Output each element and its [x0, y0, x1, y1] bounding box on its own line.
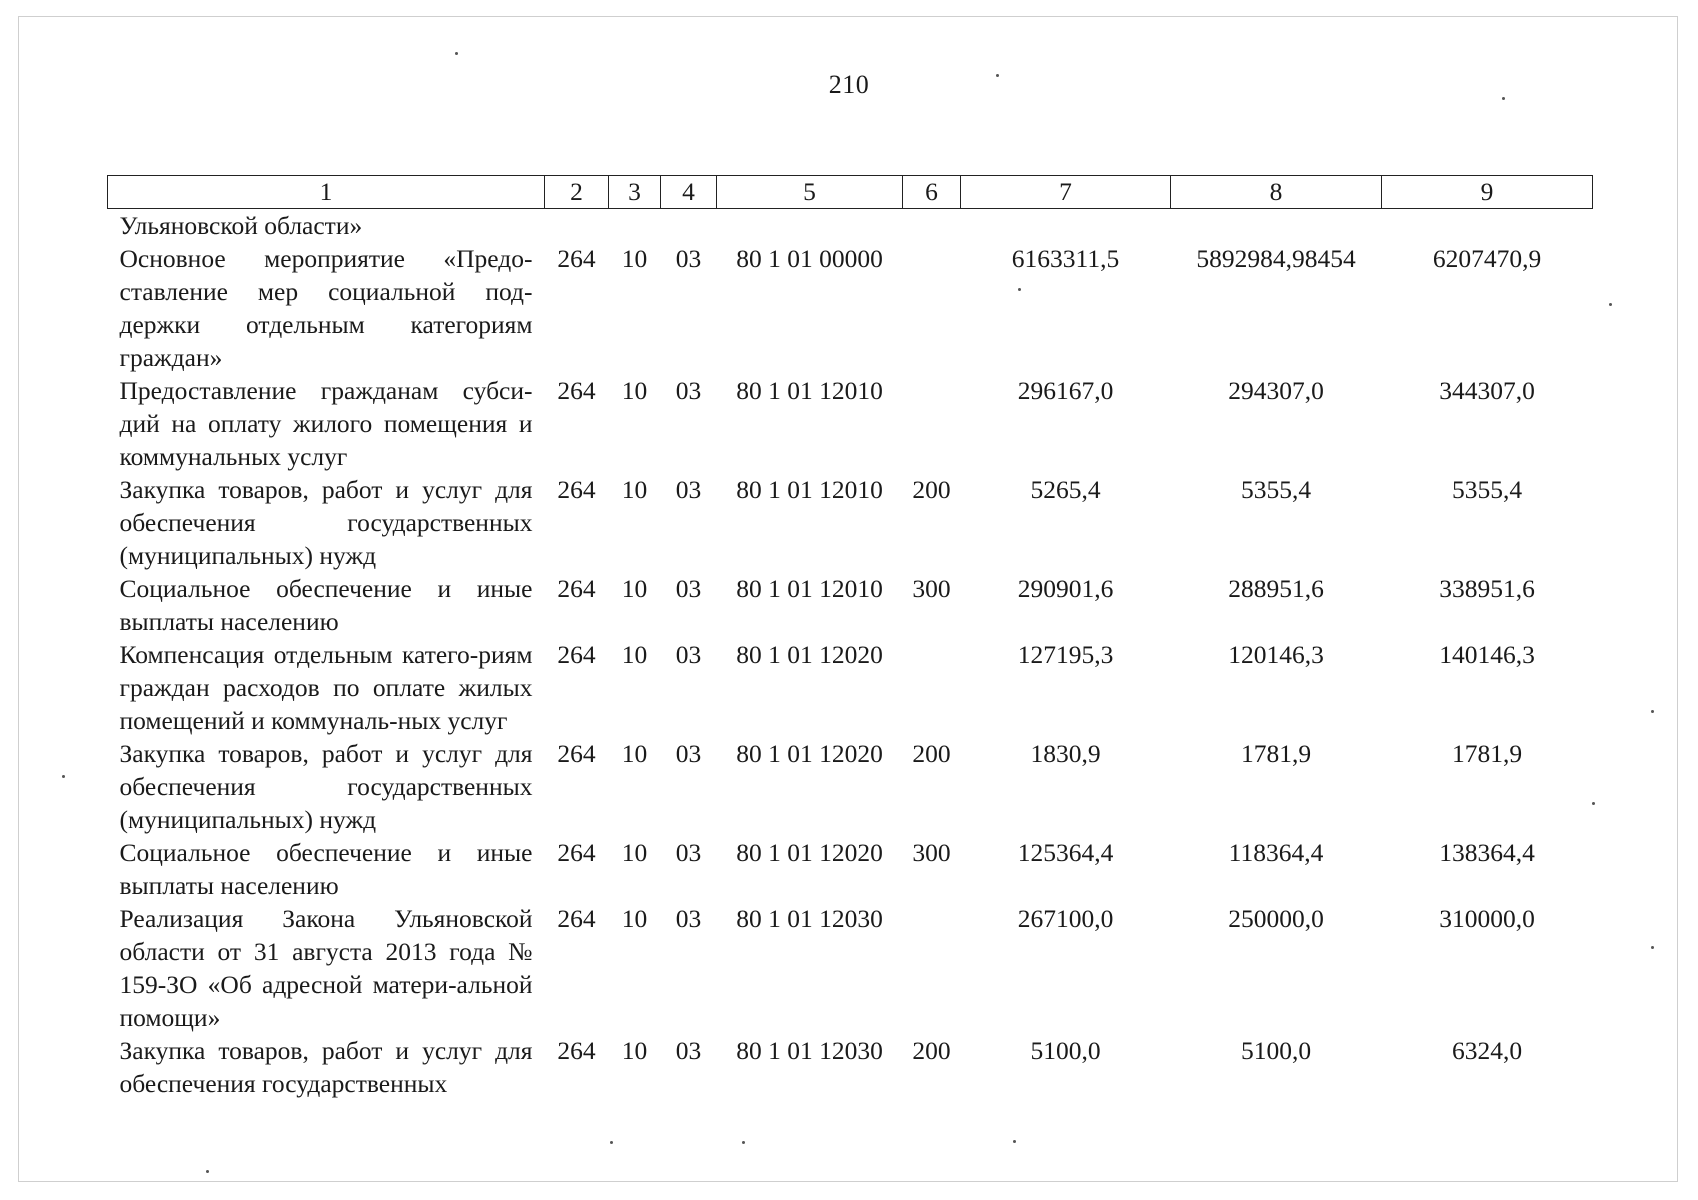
row-cell-c9: 140146,3 — [1439, 640, 1535, 669]
header-col-4: 4 — [661, 176, 717, 209]
row-cell-c4: 03 — [675, 904, 702, 933]
scan-speck — [1502, 97, 1505, 100]
row-cell-c5: 80 1 01 00000 — [736, 244, 883, 273]
row-cell-c4: 03 — [675, 475, 702, 504]
row-cell-c7: 125364,4 — [1017, 838, 1114, 867]
row-cell-c2 — [545, 209, 609, 243]
row-cell-c4 — [661, 209, 717, 243]
row-cell-c9: 138364,4 — [1439, 838, 1535, 867]
row-name-cell: Социальное обеспечение и иные выплаты населению — [119, 574, 533, 636]
header-col-7: 7 — [961, 176, 1171, 209]
row-cell-c2: 264 — [557, 640, 596, 669]
row-cell-c7: 1830,9 — [1030, 739, 1101, 768]
row-cell-c4: 03 — [675, 376, 702, 405]
scan-speck — [996, 74, 999, 77]
row-cell-c2: 264 — [557, 574, 596, 603]
table-row — [108, 638, 1593, 737]
row-cell-c8: 5100,0 — [1240, 1036, 1312, 1065]
row-cell-c3: 10 — [621, 640, 648, 669]
row-cell-c7: 290901,6 — [1017, 574, 1114, 603]
header-col-9: 9 — [1382, 176, 1593, 209]
row-cell-c3: 10 — [621, 904, 648, 933]
row-cell-c9: 6207470,9 — [1432, 244, 1542, 273]
row-cell-c6: 200 — [912, 739, 951, 768]
row-cell-c3: 10 — [621, 244, 648, 273]
header-col-3: 3 — [609, 176, 661, 209]
table-row — [108, 209, 1593, 243]
row-cell-c9: 338951,6 — [1439, 574, 1535, 603]
table-header — [108, 176, 1593, 209]
row-cell-c9: 310000,0 — [1439, 904, 1535, 933]
table-body — [108, 209, 1593, 1101]
row-cell-c9 — [1382, 209, 1593, 243]
row-cell-c7 — [961, 209, 1171, 243]
row-cell-c8: 250000,0 — [1228, 904, 1324, 933]
scan-speck — [206, 1170, 209, 1173]
table-row — [108, 242, 1593, 374]
row-cell-c7: 127195,3 — [1017, 640, 1114, 669]
row-cell-c5: 80 1 01 12020 — [736, 640, 883, 669]
row-cell-c5: 80 1 01 12010 — [736, 376, 883, 405]
table-row — [108, 473, 1593, 572]
row-cell-c5: 80 1 01 12010 — [736, 475, 883, 504]
row-cell-c7: 267100,0 — [1017, 904, 1114, 933]
row-cell-c4: 03 — [675, 244, 702, 273]
row-cell-c2: 264 — [557, 1036, 596, 1065]
row-cell-c3 — [609, 209, 661, 243]
row-cell-c6 — [903, 209, 961, 243]
row-cell-c7: 6163311,5 — [1011, 244, 1120, 273]
row-cell-c6 — [903, 374, 961, 473]
row-cell-c6: 300 — [912, 838, 951, 867]
row-cell-c9: 344307,0 — [1439, 376, 1535, 405]
row-cell-c8: 118364,4 — [1228, 838, 1324, 867]
row-cell-c8: 5892984,98454 — [1196, 244, 1356, 273]
row-cell-c4: 03 — [675, 838, 702, 867]
row-cell-c3: 10 — [621, 838, 648, 867]
row-cell-c5: 80 1 01 12010 — [736, 574, 883, 603]
header-col-2: 2 — [545, 176, 609, 209]
row-cell-c5: 80 1 01 12030 — [736, 1036, 883, 1065]
table-row — [108, 1034, 1593, 1100]
header-col-6: 6 — [903, 176, 961, 209]
scan-speck — [1018, 288, 1021, 291]
scan-speck — [1013, 1140, 1016, 1143]
row-cell-c3: 10 — [621, 1036, 648, 1065]
row-cell-c3: 10 — [621, 739, 648, 768]
row-cell-c6 — [903, 242, 961, 374]
row-cell-c7: 5265,4 — [1030, 475, 1101, 504]
row-cell-c4: 03 — [675, 640, 702, 669]
scan-speck — [1609, 303, 1612, 306]
row-cell-c6: 300 — [912, 574, 951, 603]
row-cell-c4: 03 — [675, 1036, 702, 1065]
row-cell-c5: 80 1 01 12020 — [736, 838, 883, 867]
row-cell-c6: 200 — [912, 475, 951, 504]
table-row — [108, 836, 1593, 902]
scan-speck — [455, 52, 458, 55]
header-col-8: 8 — [1171, 176, 1382, 209]
scan-speck — [1651, 710, 1654, 713]
row-cell-c8: 1781,9 — [1240, 739, 1312, 768]
budget-table — [107, 175, 1593, 1100]
row-cell-c6 — [903, 638, 961, 737]
row-name-cell: Компенсация отдельным катего-риям граждан расходов по оплате жилых помещений и коммуналь-ных услуг — [119, 640, 533, 735]
scan-speck — [610, 1141, 613, 1144]
row-cell-c2: 264 — [557, 244, 596, 273]
row-name-cell: Ульяновской области» — [119, 211, 363, 240]
row-cell-c7: 5100,0 — [1030, 1036, 1101, 1065]
row-cell-c2: 264 — [557, 475, 596, 504]
row-cell-c9: 1781,9 — [1451, 739, 1523, 768]
header-row — [108, 176, 1593, 209]
row-cell-c5 — [717, 209, 903, 243]
row-cell-c9: 5355,4 — [1451, 475, 1523, 504]
row-name-cell: Закупка товаров, работ и услуг для обеспечения государственных (муниципальных) нужд — [119, 739, 533, 834]
row-cell-c3: 10 — [621, 376, 648, 405]
row-cell-c5: 80 1 01 12030 — [736, 904, 883, 933]
row-name-cell: Социальное обеспечение и иные выплаты населению — [119, 838, 533, 900]
table-row — [108, 374, 1593, 473]
row-name-cell: Предоставление гражданам субси-дий на оплату жилого помещения и коммунальных услуг — [119, 376, 533, 471]
header-col-5: 5 — [717, 176, 903, 209]
row-cell-c6 — [903, 902, 961, 1034]
row-cell-c8: 288951,6 — [1228, 574, 1324, 603]
header-col-1: 1 — [108, 176, 545, 209]
row-cell-c2: 264 — [557, 838, 596, 867]
row-cell-c8: 120146,3 — [1228, 640, 1324, 669]
row-cell-c8 — [1171, 209, 1382, 243]
row-cell-c8: 294307,0 — [1228, 376, 1324, 405]
scan-speck — [1592, 802, 1595, 805]
scan-speck — [62, 775, 65, 778]
row-cell-c6: 200 — [912, 1036, 951, 1065]
table-row — [108, 737, 1593, 836]
row-cell-c2: 264 — [557, 739, 596, 768]
table-row — [108, 902, 1593, 1034]
row-name-cell: Реализация Закона Ульяновской области от 31 августа 2013 года № 159-ЗО «Об адресной матери-альной помощи» — [119, 904, 533, 1032]
page-number: 210 — [828, 70, 870, 99]
table-row — [108, 572, 1593, 638]
row-cell-c8: 5355,4 — [1240, 475, 1312, 504]
row-cell-c2: 264 — [557, 904, 596, 933]
row-cell-c4: 03 — [675, 574, 702, 603]
row-cell-c5: 80 1 01 12020 — [736, 739, 883, 768]
row-cell-c2: 264 — [557, 376, 596, 405]
scan-speck — [1651, 946, 1654, 949]
row-name-cell: Закупка товаров, работ и услуг для обеспечения государственных — [119, 1036, 533, 1098]
row-cell-c3: 10 — [621, 475, 648, 504]
row-cell-c7: 296167,0 — [1017, 376, 1114, 405]
row-name-cell: Закупка товаров, работ и услуг для обеспечения государственных (муниципальных) нужд — [119, 475, 533, 570]
row-cell-c3: 10 — [621, 574, 648, 603]
row-cell-c9: 6324,0 — [1451, 1036, 1523, 1065]
row-cell-c4: 03 — [675, 739, 702, 768]
scan-speck — [742, 1141, 745, 1144]
row-name-cell: Основное мероприятие «Предо-ставление мер социальной под-держки отдельным категориям граждан» — [119, 244, 533, 372]
